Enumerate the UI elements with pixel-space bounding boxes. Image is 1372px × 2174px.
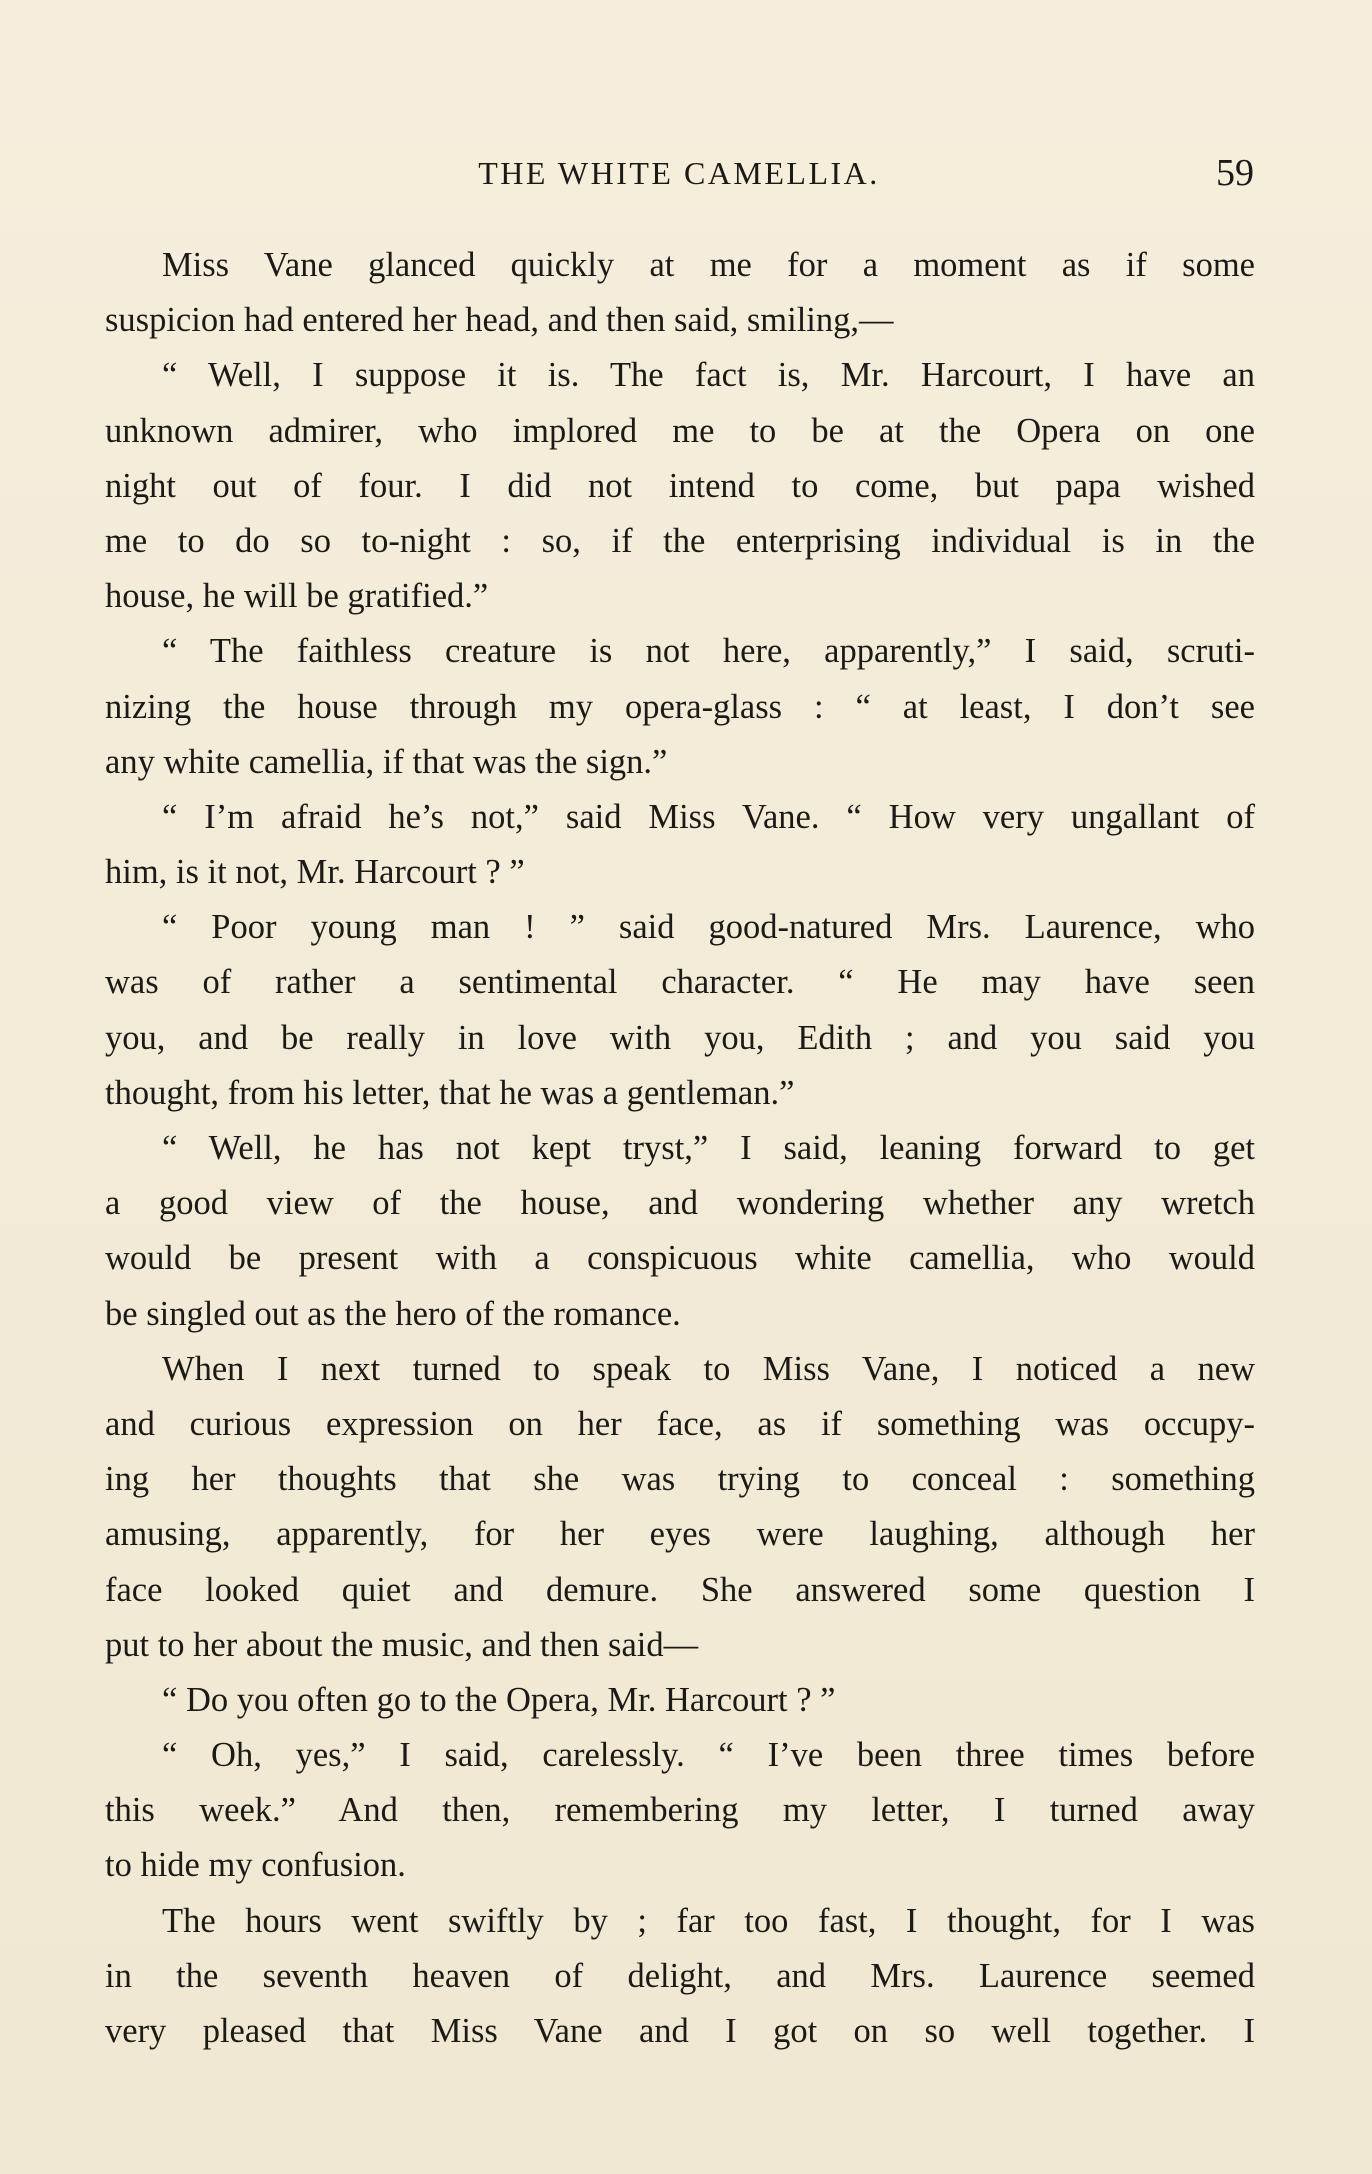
text-line: face looked quiet and demure. She answered some question I bbox=[105, 1570, 1255, 1609]
text-line: to hide my confusion. bbox=[105, 1846, 406, 1885]
text-line: “ Well, he has not kept tryst,” I said, leaning forward to get bbox=[162, 1129, 1255, 1167]
text-line: put to her about the music, and then said— bbox=[105, 1625, 699, 1664]
text-line: any white camellia, if that was the sign.” bbox=[105, 742, 668, 781]
text-line: Miss Vane glanced quickly at me for a moment as if some bbox=[162, 246, 1255, 284]
text-line: “ The faithless creature is not here, apparently,” I said, scruti- bbox=[162, 632, 1255, 671]
text-line: “ Well, I suppose it is. The fact is, Mr. Harcourt, I have an bbox=[162, 356, 1255, 395]
text-line: in the seventh heaven of delight, and Mrs. Laurence seemed bbox=[105, 1956, 1255, 1995]
text-line: thought, from his letter, that he was a gentleman.” bbox=[105, 1073, 795, 1112]
running-title: THE WHITE CAMELLIA. bbox=[478, 155, 880, 191]
page-header bbox=[104, 148, 1254, 198]
text-line: be singled out as the hero of the romance. bbox=[105, 1294, 681, 1333]
text-line: a good view of the house, and wondering whether any wretch bbox=[105, 1184, 1255, 1223]
text-line: would be present with a conspicuous white camellia, who would bbox=[105, 1239, 1255, 1278]
text-line: house, he will be gratified.” bbox=[105, 577, 489, 616]
text-line: nizing the house through my opera-glass : “ at least, I don’t see bbox=[105, 687, 1255, 726]
text-line: me to do so to-night : so, if the enterprising individual is in the bbox=[105, 521, 1255, 560]
text-line: him, is it not, Mr. Harcourt ? ” bbox=[105, 853, 525, 892]
text-line: night out of four. I did not intend to come, but papa wished bbox=[105, 466, 1255, 505]
text-line: “ Oh, yes,” I said, carelessly. “ I’ve been three times before bbox=[162, 1736, 1255, 1775]
text-line: you, and be really in love with you, Edith ; and you said you bbox=[105, 1018, 1255, 1057]
text-line: suspicion had entered her head, and then said, smiling,— bbox=[105, 301, 894, 340]
text-line: ing her thoughts that she was trying to conceal : something bbox=[105, 1460, 1255, 1499]
text-line: “ Poor young man ! ” said good-natured Mrs. Laurence, who bbox=[162, 908, 1255, 947]
text-line: and curious expression on her face, as if something was occupy- bbox=[105, 1404, 1255, 1443]
text-line: The hours went swiftly by ; far too fast, I thought, for I was bbox=[162, 1901, 1255, 1940]
page-number: 59 bbox=[1216, 152, 1254, 194]
text-line: unknown admirer, who implored me to be at the Opera on one bbox=[105, 411, 1255, 450]
body-text bbox=[105, 238, 1255, 2059]
text-line: “ Do you often go to the Opera, Mr. Harcourt ? ” bbox=[162, 1680, 836, 1719]
text-line: very pleased that Miss Vane and I got on so well together. I bbox=[105, 2012, 1255, 2050]
text-line: this week.” And then, remembering my letter, I turned away bbox=[105, 1791, 1255, 1830]
text-line: amusing, apparently, for her eyes were laughing, although her bbox=[105, 1515, 1255, 1554]
text-line: “ I’m afraid he’s not,” said Miss Vane. “ How very ungallant of bbox=[162, 797, 1255, 836]
text-line: When I next turned to speak to Miss Vane, I noticed a new bbox=[162, 1349, 1255, 1388]
text-line: was of rather a sentimental character. “ He may have seen bbox=[105, 963, 1255, 1002]
